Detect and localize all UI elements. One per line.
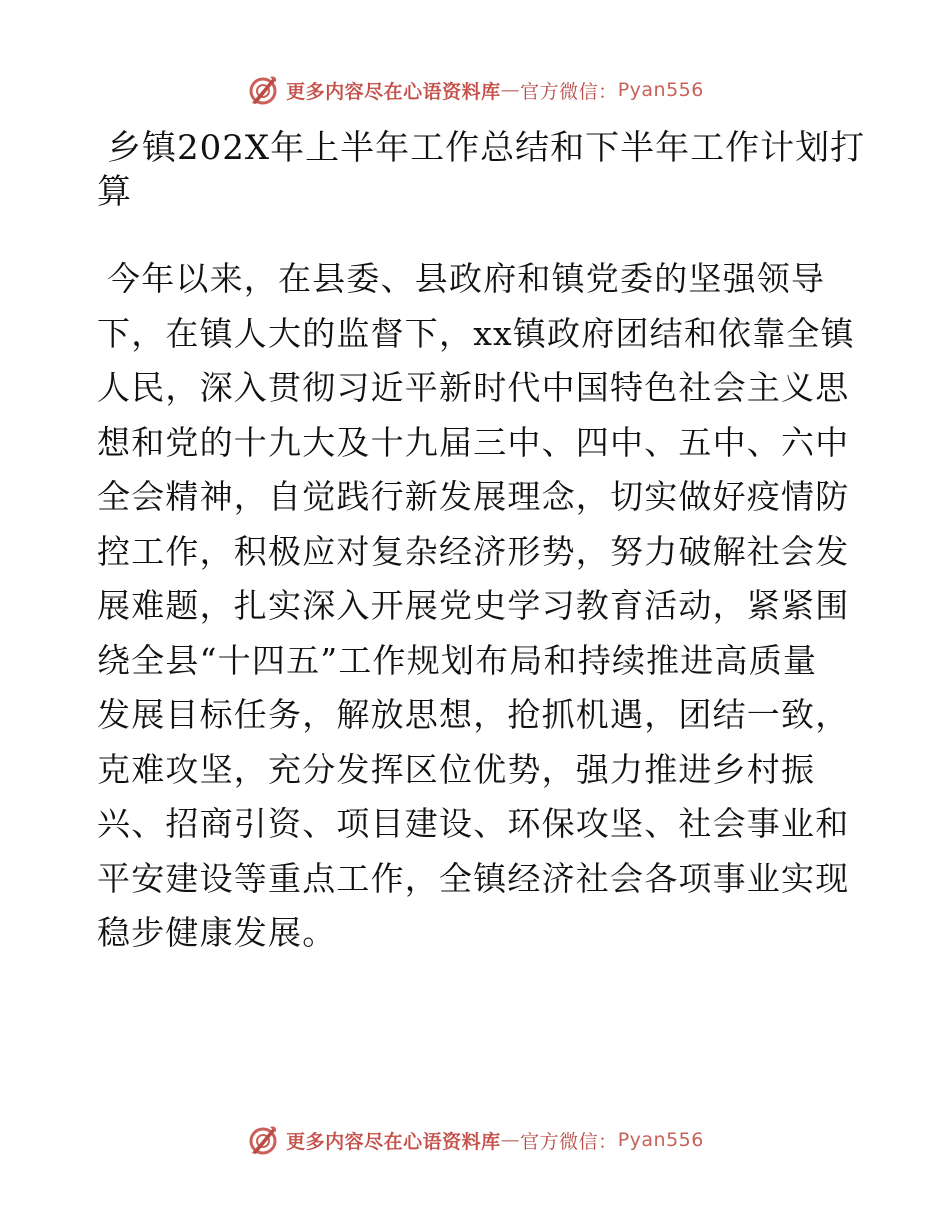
- watermark-account: Pyan556: [617, 79, 704, 101]
- watermark-label: 官方微信：: [520, 1130, 618, 1153]
- paragraph-line: 稳步健康发展。: [97, 913, 337, 952]
- watermark-label: 官方微信：: [520, 80, 618, 103]
- watermark-footer: [0, 1120, 950, 1160]
- quill-seal-icon: [246, 73, 280, 107]
- watermark-separator: —: [500, 79, 521, 101]
- paragraph-line: 展难题，扎实深入开展党史学习教育活动，紧紧围: [97, 586, 850, 625]
- title-line: 算: [97, 172, 132, 212]
- paragraph-line: 全会精神，自觉践行新发展理念，切实做好疫情防: [97, 477, 850, 516]
- paragraph-line: 下，在镇人大的监督下，xx镇政府团结和依靠全镇: [97, 313, 855, 353]
- paragraph-line: 兴、招商引资、项目建设、环保攻坚、社会事业和: [97, 804, 850, 843]
- paragraph-line: 控工作，积极应对复杂经济形势，努力破解社会发: [97, 531, 850, 571]
- quill-seal-icon: [246, 1123, 280, 1157]
- watermark-brand: 更多内容尽在心语资料库: [286, 80, 501, 103]
- watermark-header: [0, 70, 950, 110]
- watermark-brand: 更多内容尽在心语资料库: [286, 1130, 501, 1153]
- paragraph-line: 绕全县“十四五”工作规划布局和持续推进高质量: [97, 640, 818, 680]
- body-paragraph: [97, 252, 857, 961]
- paragraph-line: 平安建设等重点工作，全镇经济社会各项事业实现: [97, 858, 850, 898]
- document-title: [97, 126, 866, 214]
- watermark-separator: —: [500, 1129, 521, 1151]
- paragraph-line: 发展目标任务，解放思想，抢抓机遇，团结一致，: [97, 695, 850, 734]
- paragraph-line: 克难攻坚，充分发挥区位优势，强力推进乡村振: [97, 749, 816, 789]
- watermark-account: Pyan556: [617, 1129, 704, 1151]
- paragraph-line: 想和党的十九大及十九届三中、四中、五中、六中: [97, 422, 850, 462]
- title-line: 乡镇202X年上半年工作总结和下半年工作计划打: [107, 128, 866, 168]
- paragraph-line: 今年以来，在县委、县政府和镇党委的坚强领导: [107, 259, 826, 298]
- paragraph-line: 人民，深入贯彻习近平新时代中国特色社会主义思: [97, 368, 850, 407]
